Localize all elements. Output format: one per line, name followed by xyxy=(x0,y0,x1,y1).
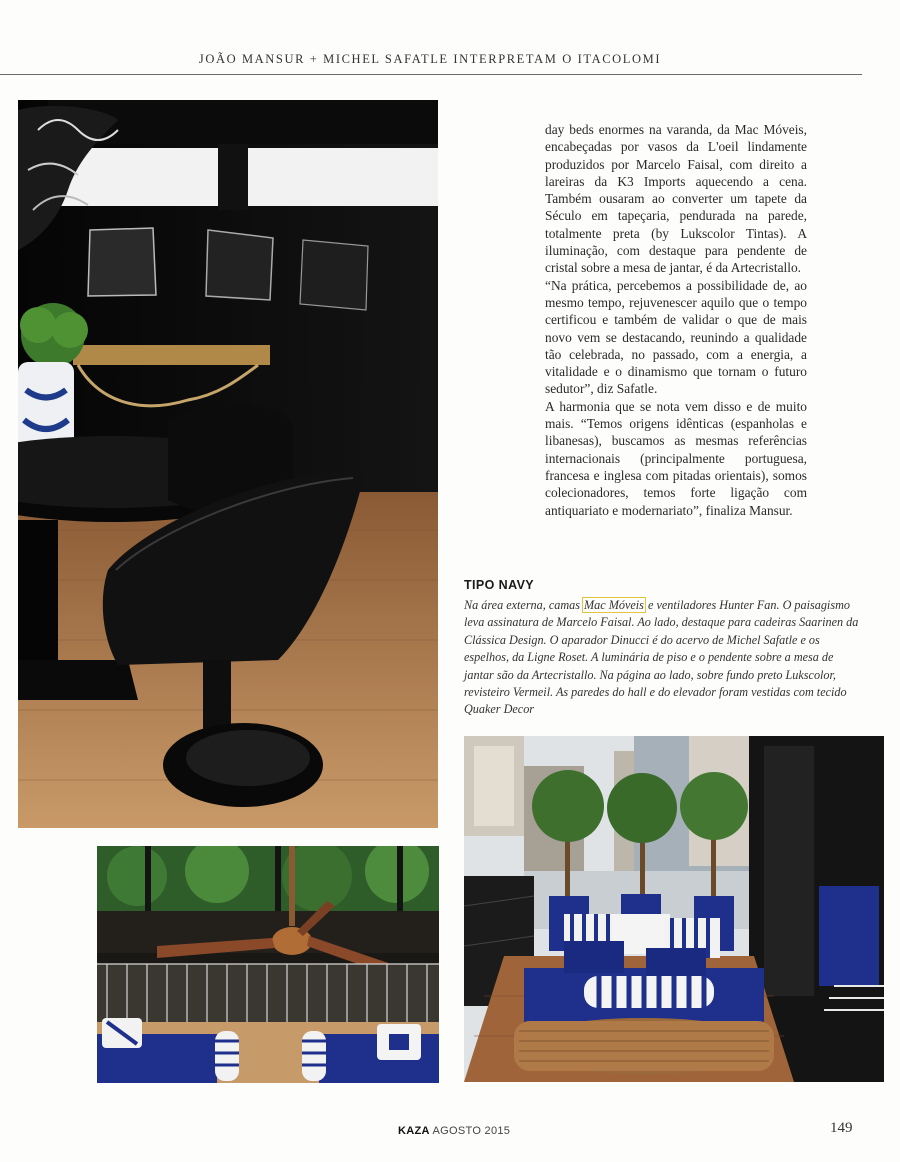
body-paragraph: day beds enormes na varanda, da Mac Móveis, encabeçadas por vasos da L'oeil lindamente produzidos por Marcelo Faisal, com direito a lareiras da K3 Imports aquecendo a cena. Também ousaram ao converter um tapete da Século em tapeçaria, pendurada na parede, totalmente preta (by Lukscolor Tintas). A iluminação, com destaque para pendente de cristal sobre a mesa de jantar, é da Artecristallo. xyxy=(545,122,807,276)
body-paragraph: A harmonia que se nota vem disso e de muito mais. “Temos origens idênticas (espanholas e libanesas), buscamos as mesmas referências internacionais (principalmente portuguesa, francesa e inglesa com pitadas orientais), somos colecionadores, temos forte ligação com antiquariato e modernariato”, finaliza Mansur. xyxy=(545,398,807,518)
caption-text-start: Na área externa, camas xyxy=(464,598,584,612)
page-number: 149 xyxy=(830,1120,853,1136)
highlighted-brand: Mac Móveis xyxy=(584,598,644,612)
footer xyxy=(398,1125,510,1137)
article-body xyxy=(545,121,807,519)
caption-text-end: e ventiladores Hunter Fan. O paisagismo leva assinatura de Marcelo Faisal. Ao lado, destaque para cadeiras Saarinen da Clássica Design. O aparador Dinucci é do acervo de Michel Safatle e os espelhos, da Ligne Roset. A luminária de piso e o pendente sobre a mesa de jantar são da Artecristallo. Na página ao lado, sobre fundo preto Lukscolor, revisteiro Vermeil. As paredes do hall e do elevador foram vestidas com tecido Quaker Decor xyxy=(464,598,859,717)
issue-date: AGOSTO 2015 xyxy=(432,1125,511,1137)
magazine-name: KAZA xyxy=(398,1125,430,1137)
dining-room-photo xyxy=(18,100,438,828)
running-header: JOÃO MANSUR + MICHEL SAFATLE INTERPRETAM O ITACOLOMI xyxy=(198,52,662,66)
body-paragraph: “Na prática, percebemos a possibilidade de, ao mesmo tempo, rejuvenescer aquilo que o tempo certificou e também de validar o que de mais novo vem se destacando, reunindo a qualidade tão celebrada, no passado, com a energia, a vitalidade e o dinamismo que tornam o futuro sedutor”, diz Safatle. xyxy=(545,277,807,397)
terrace-daybed-photo xyxy=(464,736,884,1082)
photo-caption xyxy=(464,597,864,719)
balcony-fan-photo xyxy=(97,846,439,1083)
caption-title: TIPO NAVY xyxy=(464,578,535,592)
header-rule xyxy=(0,74,862,75)
